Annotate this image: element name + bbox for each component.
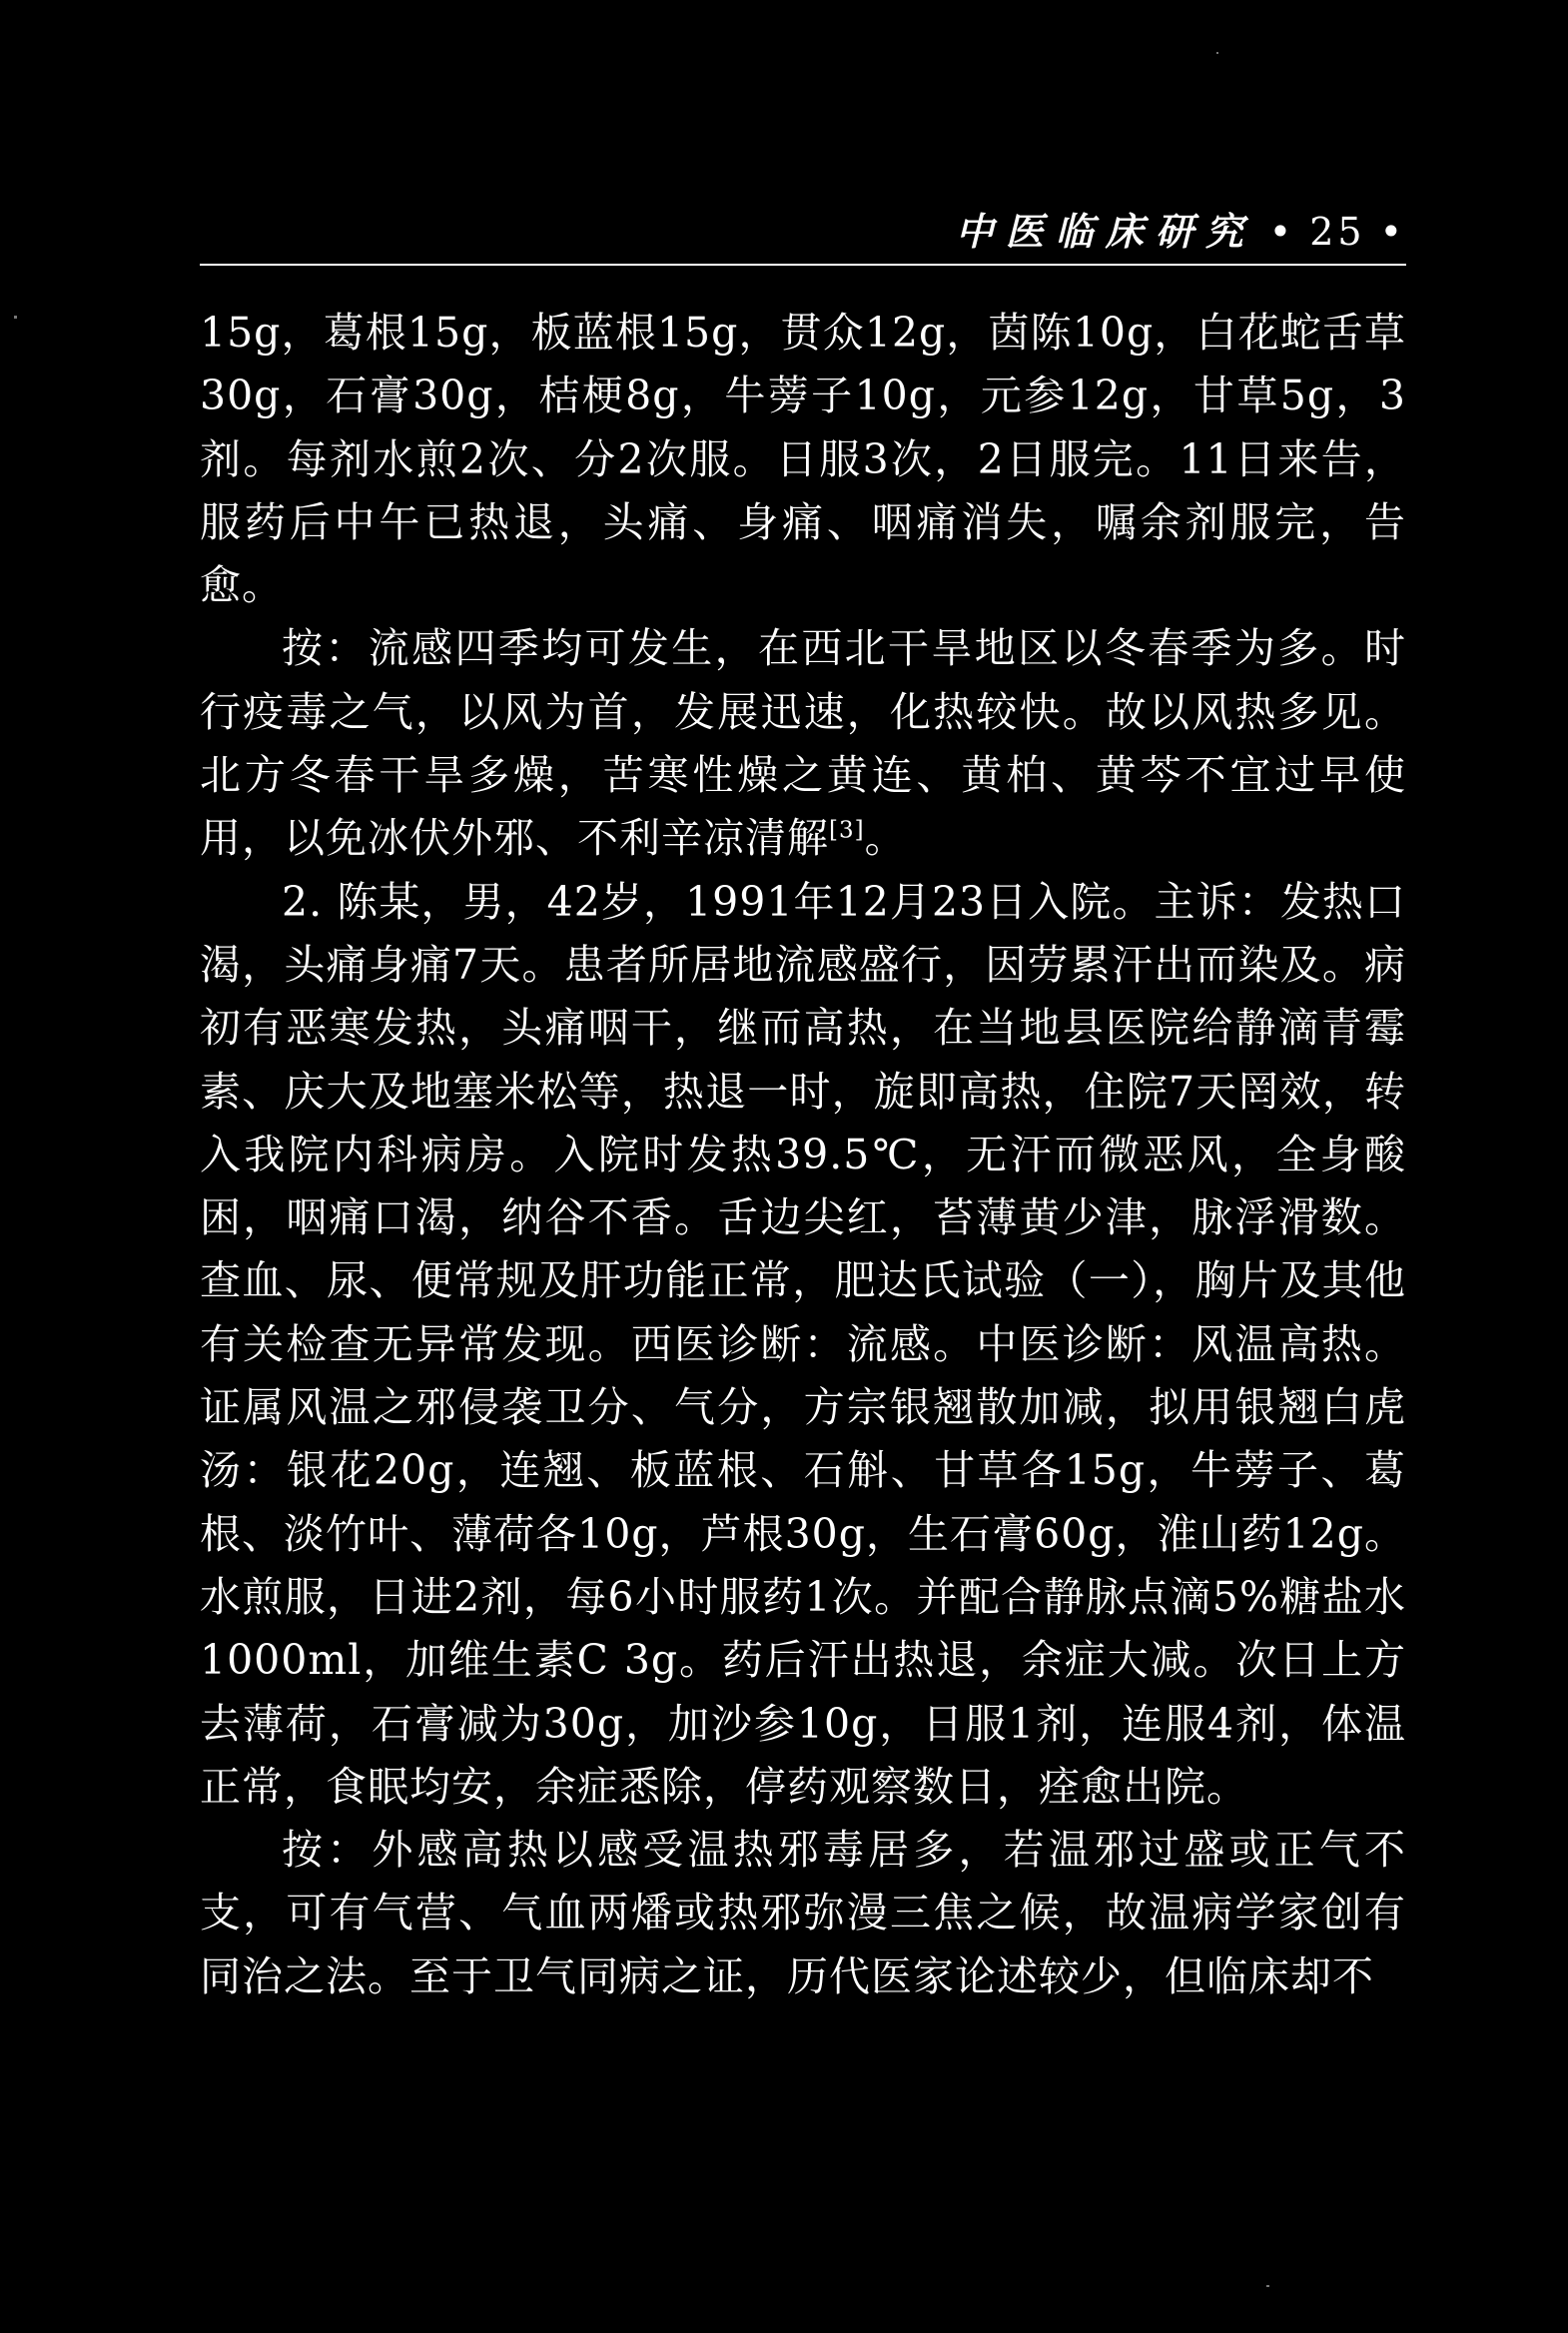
journal-name: 中医临床研究 [955,209,1255,254]
page-number-bullet-left: • [1268,210,1296,254]
paragraph-text-end: 。 [864,814,907,863]
paragraph-case1-continuation: 15g，葛根15g，板蓝根15g，贯众12g，茵陈10g，白花蛇舌草30g，石膏30g，桔梗8g，牛蒡子10g，元参12g，甘草5g，3剂。每剂水煎2次、分2次服。日服3次，2日服完。11日来告，服药后中午已热退，头痛、身痛、咽痛消失，嘱余剂服完，告愈。 [200,309,1406,610]
page-number: 25 [1309,210,1366,254]
scan-speck [14,316,17,319]
body-text [200,302,1406,2008]
running-header [200,193,1406,253]
paragraph-case2: 2. 陈某，男，42岁，1991年12月23日入院。主诉：发热口渴，头痛身痛7天。患者所居地流感盛行，因劳累汗出而染及。病初有恶寒发热，头痛咽干，继而高热，在当地县医院给静滴青霉素、庆大及地塞米松等，热退一时，旋即高热，住院7天罔效，转入我院内科病房。入院时发热39.5℃，无汗而微恶风，全身酸困，咽痛口渴，纳谷不香。舌边尖红，苔薄黄少津，脉浮滑数。查血、尿、便常规及肝功能正常，肥达氏试验（一），胸片及其他有关检查无异常发现。西医诊断：流感。中医诊断：风温高热。证属风温之邪侵袭卫分、气分，方宗银翘散加减，拟用银翘白虎汤：银花20g，连翘、板蓝根、石斛、甘草各15g，牛蒡子、葛根、淡竹叶、薄荷各10g，芦根30g，生石膏60g，淮山药12g。水煎服，日进2剂，每6小时服药1次。并配合静脉点滴5%糖盐水1000ml，加维生素C 3g。药后汗出热退，余症大减。次日上方去薄荷，石膏减为30g，加沙参10g，日服1剂，连服4剂，体温正常，食眠均安，余症悉除，停药观察数日，痊愈出院。 [200,877,1406,1811]
paragraph-text: 按：流感四季均可发生，在西北干旱地区以冬春季为多。时行疫毒之气，以风为首，发展迅速，化热较快。故以风热多见。北方冬春干旱多燥，苦寒性燥之黄连、黄柏、黄芩不宜过早使用，以免冰伏外邪、不利辛凉清解 [200,624,1406,863]
page-number-bullet-right: • [1379,210,1406,254]
paragraph-case1-commentary [200,617,1406,870]
paragraph-case2-commentary: 按：外感高热以感受温热邪毒居多，若温邪过盛或正气不支，可有气营、气血两燔或热邪弥漫三焦之候，故温病学家创有同治之法。至于卫气同病之证，历代医家论述较少，但临床却不 [200,1826,1406,2000]
header-right-group [956,201,1406,256]
scan-speck [1266,2285,1269,2287]
citation-marker: [3] [829,817,865,844]
header-rule [200,264,1406,266]
scan-speck [1216,52,1218,54]
